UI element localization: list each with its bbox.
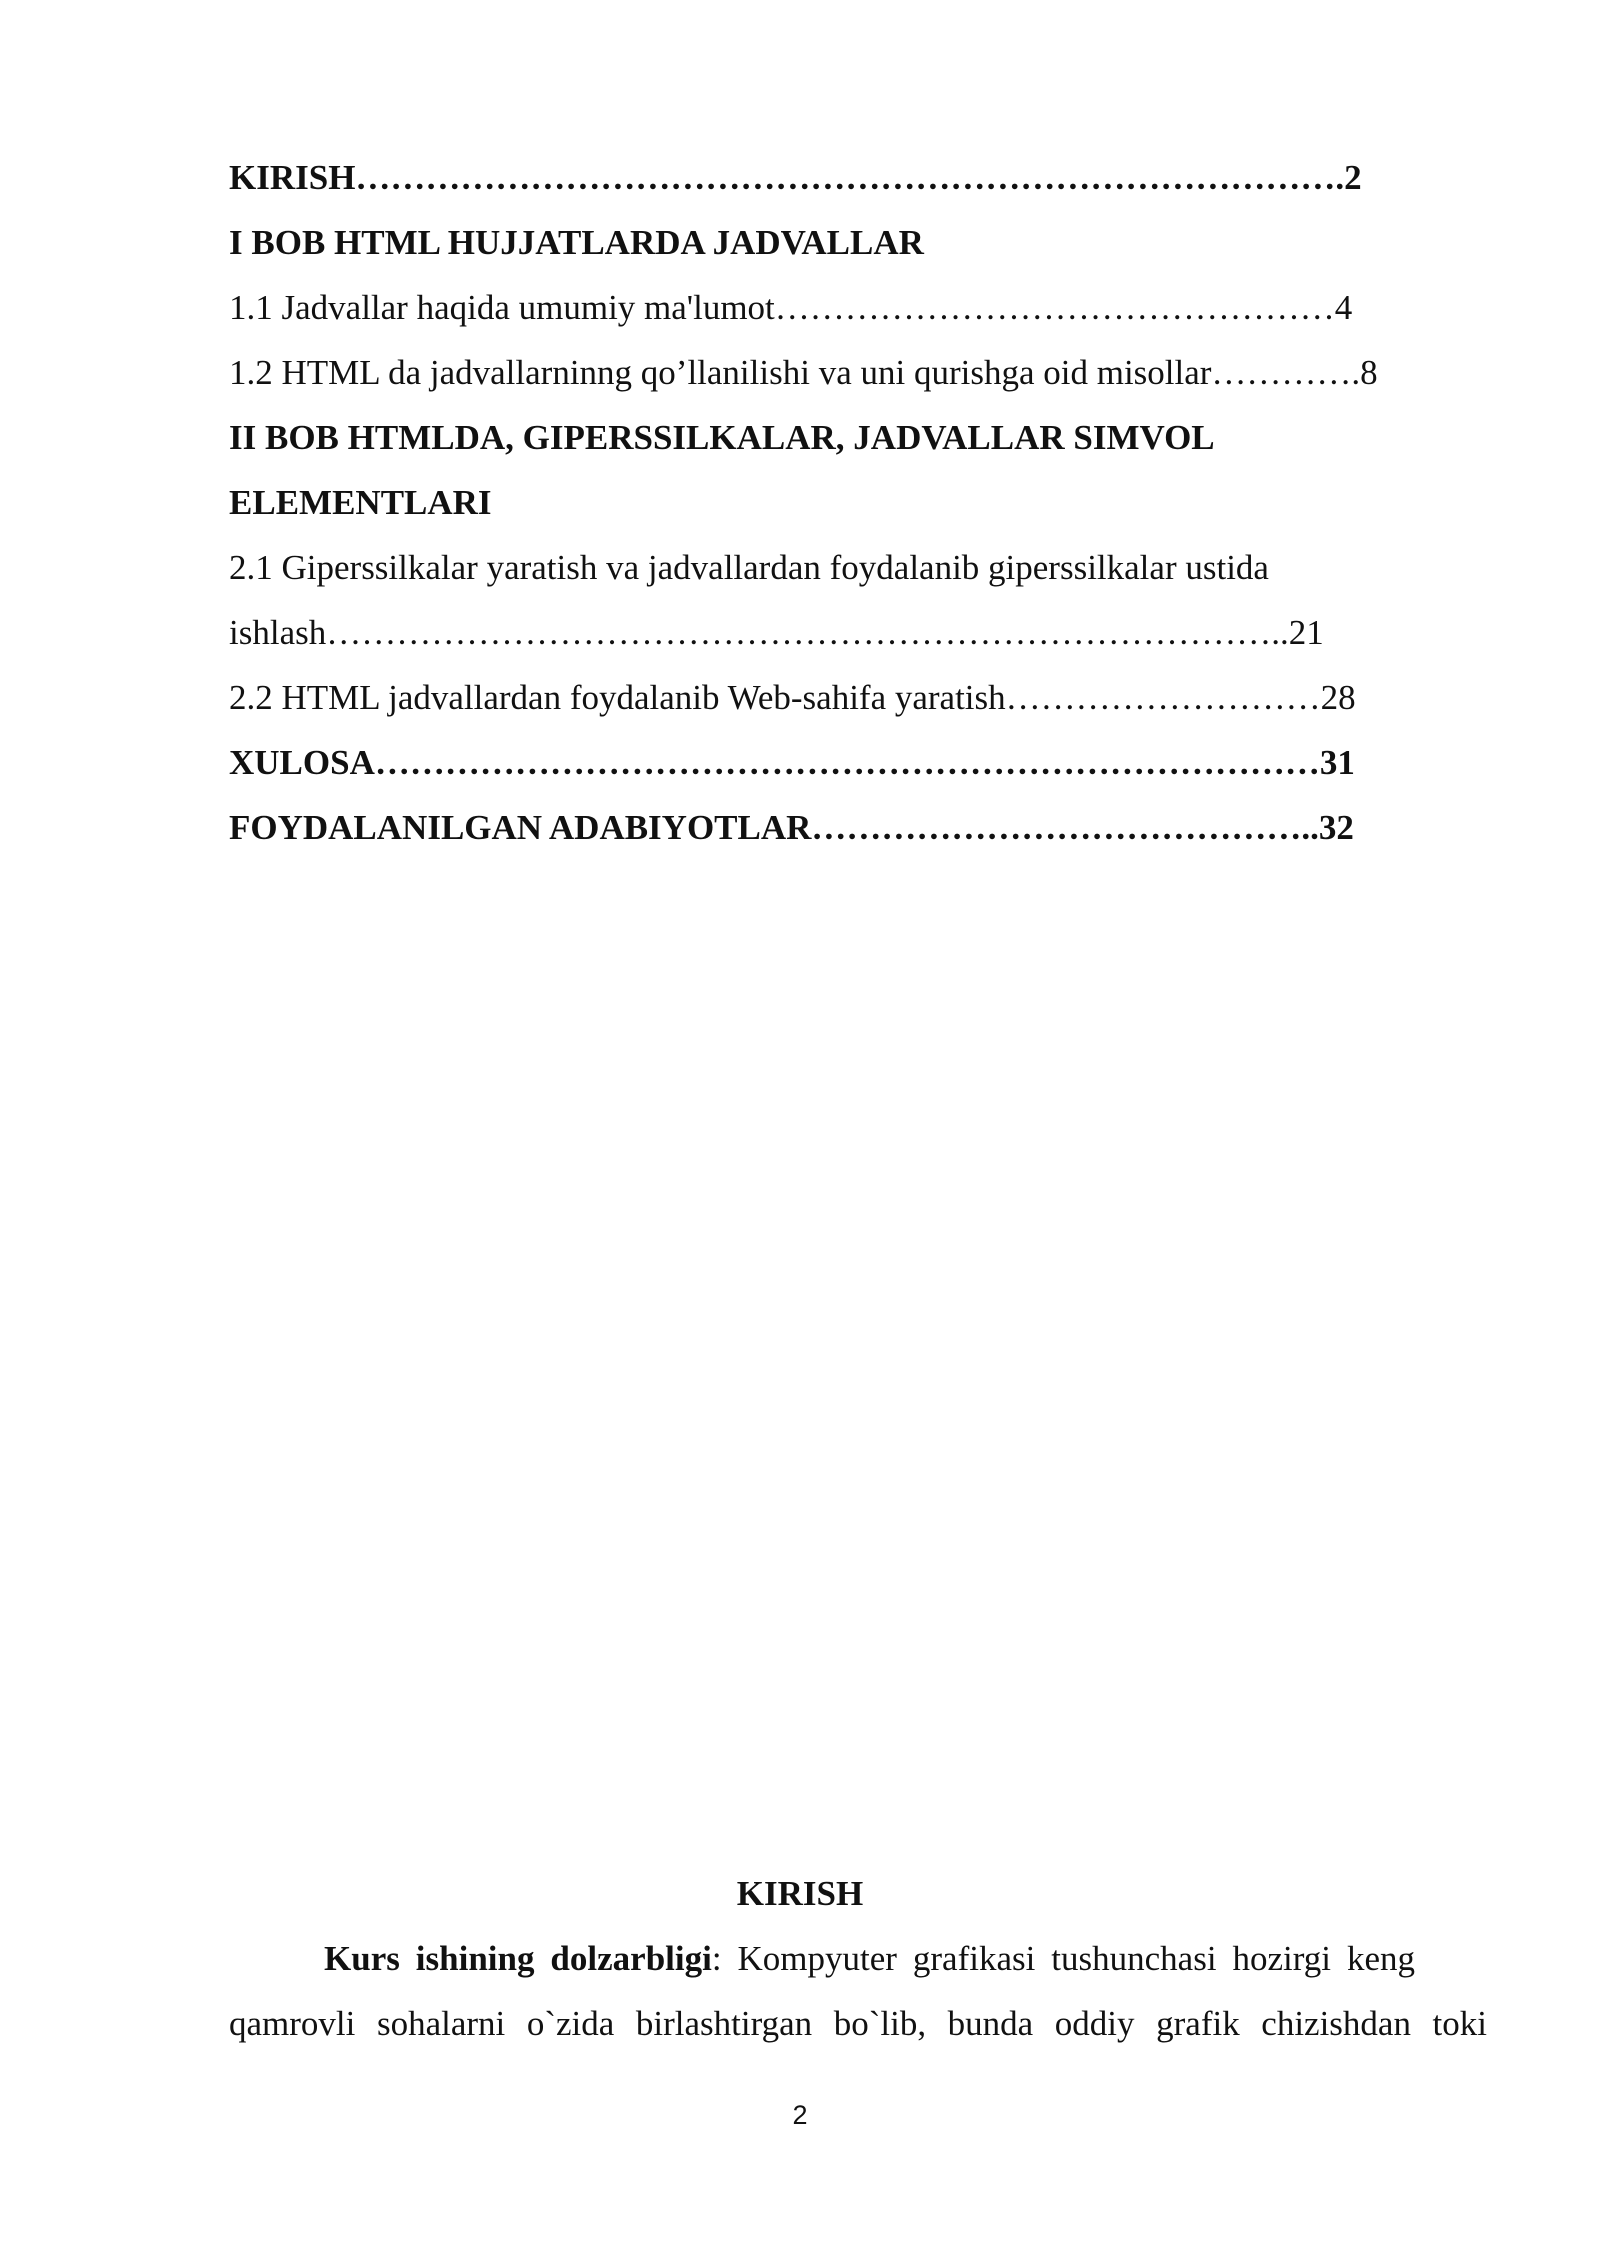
toc-entry-xulosa[interactable]: XULOSA………………………………………………………………………31 — [229, 743, 1355, 782]
table-of-contents — [229, 145, 1487, 860]
toc-entry-1-2[interactable]: 1.2 HTML da jadvallarninng qo’llanilishi va uni qurishga oid misollar………….8 — [229, 353, 1378, 392]
section-title-kirish: KIRISH — [736, 1874, 864, 1913]
intro-lead-bold: Kurs ishining dolzarbligi — [324, 1939, 712, 1978]
intro-first-line-text — [324, 1939, 1415, 1978]
toc-entry-adabiyotlar[interactable]: FOYDALANILGAN ADABIYOTLAR……………………………………..32 — [229, 808, 1354, 847]
toc-chapter-2-heading-cont[interactable]: ELEMENTLARI — [229, 483, 492, 522]
intro-line-1 — [229, 1926, 1487, 1991]
page-number: 2 — [792, 2100, 808, 2130]
toc-entry-2-2[interactable]: 2.2 HTML jadvallardan foydalanib Web-sahifa yaratish………………………28 — [229, 678, 1356, 717]
intro-paragraph — [229, 1926, 1487, 2056]
intro-lead-rest: : Kompyuter grafikasi tushunchasi hozirgi keng — [711, 1939, 1415, 1978]
toc-chapter-1-heading[interactable]: I BOB HTML HUJJATLARDA JADVALLAR — [229, 223, 924, 262]
toc-chapter-2-heading[interactable]: II BOB HTMLDA, GIPERSSILKALAR, JADVALLAR SIMVOL — [229, 418, 1215, 457]
toc-entry-1-1[interactable]: 1.1 Jadvallar haqida umumiy ma'lumot…………………………………………4 — [229, 288, 1353, 327]
toc-entry-kirish[interactable]: KIRISH………………………………………………………………………….2 — [229, 158, 1362, 197]
toc-entry-2-1-cont[interactable]: ishlash………………………………………………………………………..21 — [229, 613, 1324, 652]
intro-line-2: qamrovli sohalarni o`zida birlashtirgan bo`lib, bunda oddiy grafik chizishdan toki — [229, 2004, 1487, 2043]
toc-entry-2-1[interactable]: 2.1 Giperssilkalar yaratish va jadvallardan foydalanib giperssilkalar ustida — [229, 548, 1269, 587]
